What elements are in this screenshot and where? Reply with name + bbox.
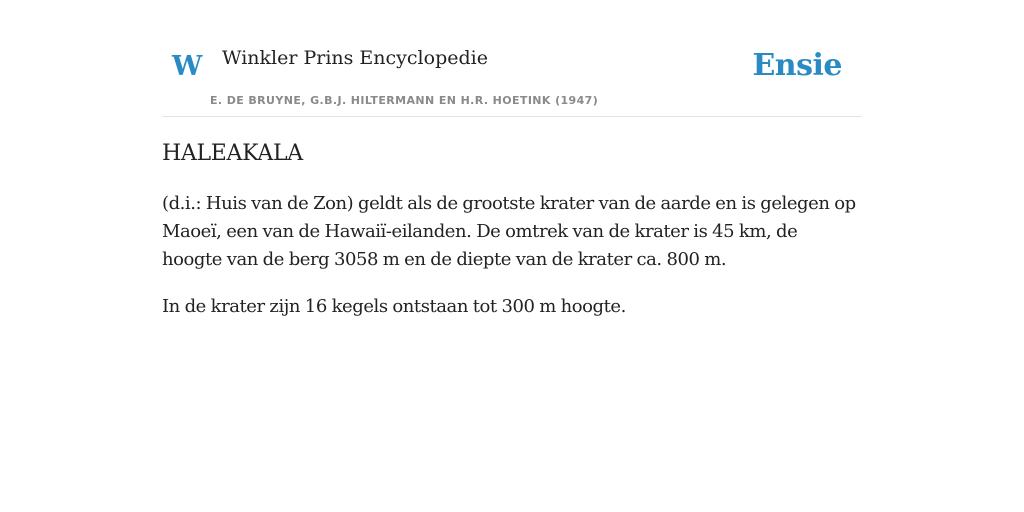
source-logo[interactable]: W — [172, 51, 203, 82]
source-title-link[interactable]: Winkler Prins Encyclopedie — [222, 47, 488, 69]
ensie-logo-link[interactable]: Ensie — [752, 48, 842, 83]
entry-paragraph: In de krater zijn 16 kegels ontstaan tot 300 m hoogte. — [162, 296, 626, 317]
entry-content — [162, 138, 862, 340]
entry-paragraph: (d.i.: Huis van de Zon) geldt als de grootste krater van de aarde en is gelegen op Maoeï, een van de Hawaiï-eilanden. De omtrek van de krater is 45 km, de hoogte van de berg 3058 m en de diepte van de krater ca. 800 m. — [162, 193, 856, 270]
source-authors: E. DE BRUYNE, G.B.J. HILTERMANN EN H.R. HOETINK (1947) — [210, 94, 599, 107]
entry-title: HALEAKALA — [162, 141, 303, 166]
source-header — [162, 40, 862, 117]
